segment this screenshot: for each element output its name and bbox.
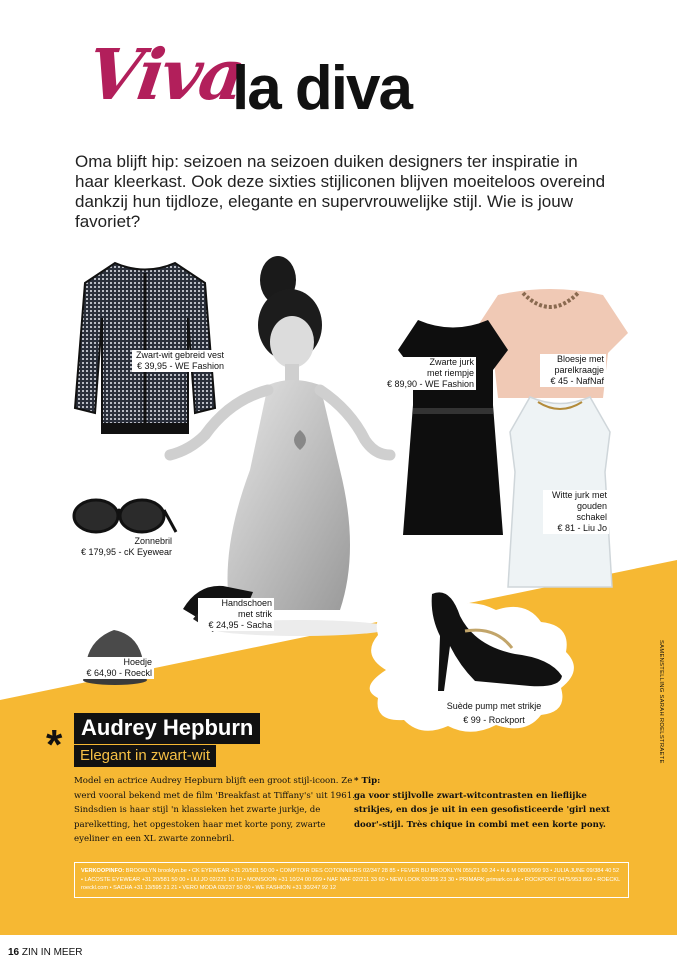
hat-label bbox=[74, 657, 154, 679]
white-dress-name-2: gouden schakel bbox=[576, 501, 607, 522]
pump-name: Suède pump met strikje bbox=[446, 701, 542, 711]
sales-info-box bbox=[74, 862, 629, 898]
hat-price: € 64,90 - Roeckl bbox=[86, 668, 152, 678]
page-number: 16 bbox=[8, 947, 20, 958]
sunglasses-name: Zonnebril bbox=[134, 536, 172, 546]
tip-text: ga voor stijlvolle zwart-witcontrasten en lieflijke strikjes, en dos je uit in een gesofisticeerde 'girl next door'-stijl. Très chique in combi met een korte pony. bbox=[354, 790, 610, 830]
white-dress-name-1: Witte jurk met bbox=[551, 490, 607, 500]
gloves-label bbox=[198, 598, 274, 631]
blouse-price: € 45 - NafNaf bbox=[550, 376, 604, 386]
gloves-name-1: Handschoen bbox=[221, 598, 272, 608]
intro-text: Oma blijft hip: seizoen na seizoen duiken designers ter inspiratie in haar kleerkast. Ook deze sixties stijliconen blijven moeiteloos overeind dankzij hun tijdloze, elegante en supervrouwelijke stijl. Wie is jouw favoriet? bbox=[75, 152, 606, 231]
cardigan-name: Zwart-wit gebreid vest bbox=[135, 350, 224, 360]
page-section: ZIN IN MEER bbox=[21, 947, 83, 958]
white-dress-label bbox=[543, 490, 609, 534]
credit-line: SAMENSTELLING SARAH ROELSTRAETE bbox=[658, 640, 664, 764]
title-script-viva: Viva bbox=[82, 33, 248, 116]
pump-label bbox=[436, 701, 552, 726]
blouse-label bbox=[540, 354, 606, 387]
article-subheading: Elegant in zwart-wit bbox=[74, 745, 216, 767]
article-body: Model en actrice Audrey Hepburn blijft een groot stijl-icoon. Ze werd vooral bekend met de film 'Breakfast at Tiffany's' uit 1961. Sindsdien is haar stijl 'n klassieken het zwarte jurkje, de parelketting, het opgestoken haar met korte pony, zwarte eyeliner en een XL zwarte zonnebril. bbox=[74, 776, 355, 844]
title-la-diva: la diva bbox=[232, 54, 411, 123]
pump-shoe-image bbox=[420, 586, 570, 696]
sunglasses-price: € 179,95 - cK Eyewear bbox=[80, 547, 172, 557]
sales-info-text: BROOKLYN brooklyn.be • CK EYEWEAR +31 20/581 50 00 • COMPTOIR DES COTONNIERS 02/347 28 85 • FEVER BIJ BROOKLYN 055/21 60 24 • H & M 0800/999 93 • JULIA JUNE 09/384 40 52 • LACOSTE EYEWEAR +31 20/581 50 00 • LIU.JO 02/221 10 10 • MONSOON +31 10/24 00 099 • NAF NAF 02/211 33 60 • NEW LOOK 03/355 23 30 • PRIMARK primark.co.uk • ROCKPORT 0475/953 869 • ROECKL roeckl.com • SACHA +31 13/595 21 21 • VERO MODA 03/237 50 00 • WE FASHION +31 30/247 92 12 bbox=[81, 868, 621, 891]
article-heading: Audrey Hepburn bbox=[74, 713, 260, 744]
tip-box bbox=[354, 774, 626, 832]
black-dress-label bbox=[380, 357, 476, 390]
cardigan-label bbox=[132, 350, 226, 372]
sunglasses-image bbox=[68, 492, 178, 542]
pump-price: € 99 - Rockport bbox=[463, 715, 525, 725]
sunglasses-label bbox=[60, 536, 174, 558]
sales-info-label: VERKOOPINFO: bbox=[81, 868, 125, 874]
cardigan-price: € 39,95 - WE Fashion bbox=[136, 361, 224, 371]
tip-label: * Tip: bbox=[354, 776, 381, 786]
black-dress-image bbox=[393, 310, 513, 540]
hat-name: Hoedje bbox=[123, 657, 152, 667]
gloves-price: € 24,95 - Sacha bbox=[208, 620, 272, 630]
blouse-name-2: parelkraagje bbox=[554, 365, 604, 375]
black-dress-name-2: met riempje bbox=[426, 368, 474, 378]
asterisk-mark: * bbox=[46, 721, 63, 768]
black-dress-price: € 89,90 - WE Fashion bbox=[386, 379, 474, 389]
blouse-name-1: Bloesje met bbox=[556, 354, 604, 364]
white-dress-price: € 81 - Liu Jo bbox=[557, 523, 607, 533]
black-dress-name-1: Zwarte jurk bbox=[429, 357, 474, 367]
gloves-name-2: met strik bbox=[237, 609, 272, 619]
page-footer bbox=[8, 947, 82, 958]
